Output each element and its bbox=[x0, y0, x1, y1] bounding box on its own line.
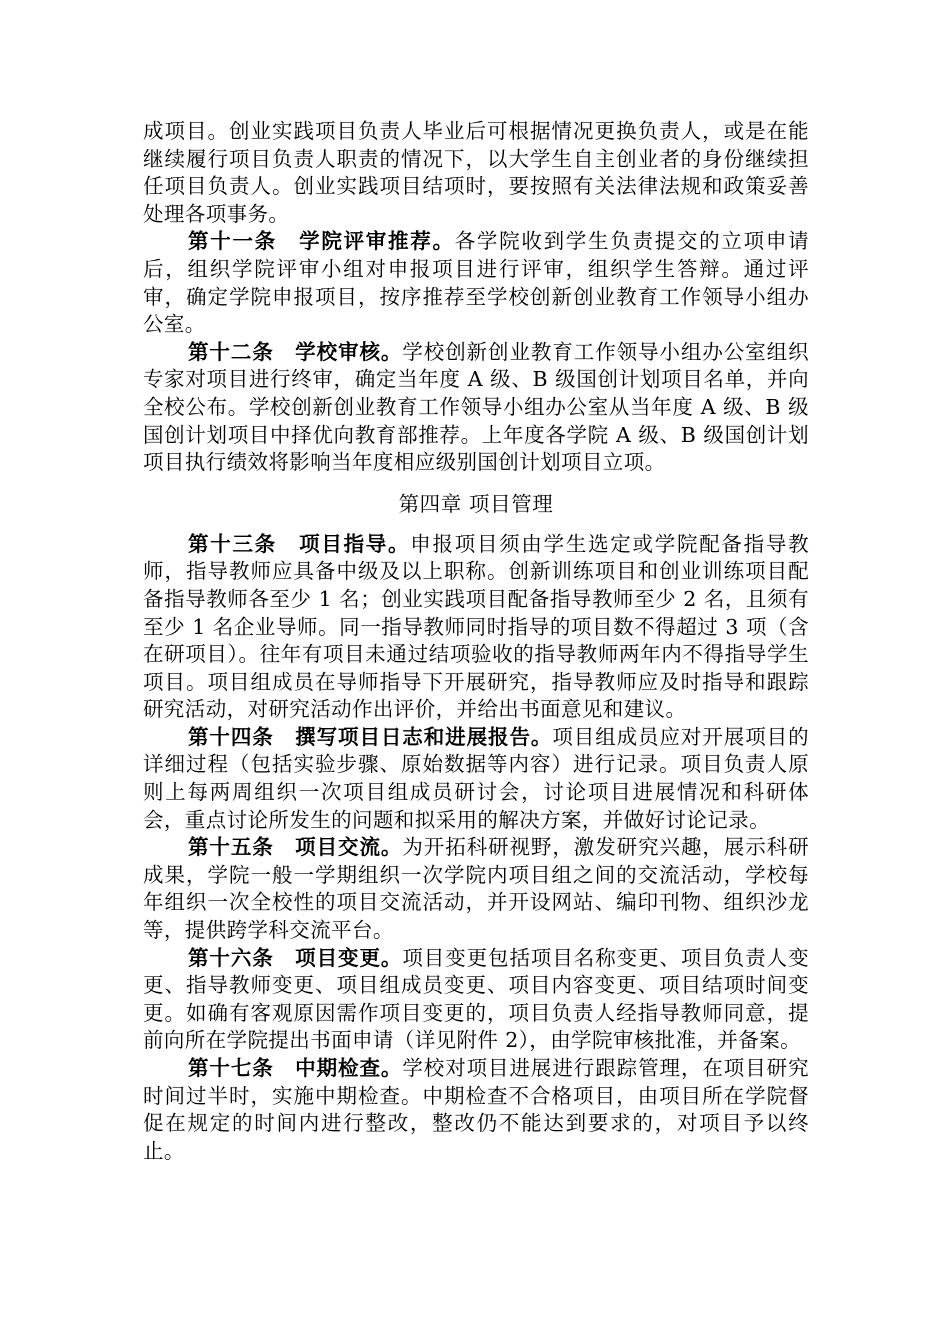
article-text: 为开拓科研视野，激发研究兴趣，展示科研成果，学院一般一学期组织一次学院内项目组之间的交流活动，学校每年组织一次全校性的项目交流活动，并开设网站、编印刊物、组织沙龙等，提供跨学科交流平台。 bbox=[143, 835, 809, 943]
article-heading: 第十七条 中期检查。 bbox=[188, 1056, 403, 1080]
article-15 bbox=[143, 834, 809, 944]
article-17 bbox=[143, 1055, 809, 1165]
article-heading: 第十二条 学校审核。 bbox=[188, 339, 403, 364]
article-text: 项目组成员应对开展项目的详细过程（包括实验步骤、原始数据等内容）进行记录。项目负责人原则上每两周组织一次项目组成员研讨会，讨论项目进展情况和科研体会，重点讨论所发生的问题和拟采用的解决方案，并做好讨论记录。 bbox=[143, 724, 809, 832]
article-12 bbox=[143, 339, 809, 477]
article-13 bbox=[143, 531, 809, 724]
article-text: 学校创新创业教育工作领导小组办公室组织专家对项目进行终审，确定当年度 A 级、B 级国创计划项目名单，并向全校公布。学校创新创业教育工作领导小组办公室从当年度 A 级、B 级国创计划项目中择优向教育部推荐。上年度各学院 A 级、B 级国创计划项目执行绩效将影响当年度相应级别国创计划项目立项。 bbox=[143, 339, 809, 475]
article-14 bbox=[143, 724, 809, 834]
article-11 bbox=[143, 228, 809, 338]
article-text: 申报项目须由学生选定或学院配备指导教师，指导教师应具备中级及以上职称。创新训练项目和创业训练项目配备指导教师各至少 1 名；创业实践项目配备指导教师至少 2 名，且须有至少 1 名企业导师。同一指导教师同时指导的项目数不得超过 3 项（含在研项目）。往年有项目未通过结项验收的指导教师两年内不得指导学生项目。项目组成员在导师指导下开展研究，指导教师应及时指导和跟踪研究活动，对研究活动作出评价，并给出书面意见和建议。 bbox=[143, 531, 810, 722]
article-text: 各学院收到学生负责提交的立项申请后，组织学院评审小组对申报项目进行评审，组织学生答辩。通过评审，确定学院申报项目，按序推荐至学校创新创业教育工作领导小组办公室。 bbox=[143, 229, 809, 337]
article-heading: 第十六条 项目变更。 bbox=[188, 945, 403, 970]
paragraph-continuation bbox=[143, 118, 809, 228]
article-text: 项目变更包括项目名称变更、项目负责人变更、指导教师变更、项目组成员变更、项目内容变更、项目结项时间变更。如确有客观原因需作项目变更的，项目负责人经指导教师同意，提前向所在学院提出书面申请（详见附件 2），由学院审核批准，并备案。 bbox=[143, 945, 809, 1053]
paragraph-text: 成项目。创业实践项目负责人毕业后可根据情况更换负责人，或是在能继续履行项目负责人职责的情况下，以大学生自主创业者的身份继续担任项目负责人。创业实践项目结项时，要按照有关法律法规和政策妥善处理各项事务。 bbox=[143, 119, 809, 226]
article-text: 学校对项目进展进行跟踪管理，在项目研究时间过半时，实施中期检查。中期检查不合格项目，由项目所在学院督促在规定的时间内进行整改，整改仍不能达到要求的，对项目予以终止。 bbox=[143, 1056, 809, 1163]
article-heading: 第十五条 项目交流。 bbox=[188, 835, 403, 860]
article-heading: 第十四条 撰写项目日志和进展报告。 bbox=[188, 724, 553, 749]
document-page bbox=[143, 118, 809, 1165]
article-heading: 第十三条 项目指导。 bbox=[188, 531, 411, 556]
article-heading: 第十一条 学院评审推荐。 bbox=[188, 229, 455, 254]
article-16 bbox=[143, 945, 809, 1055]
chapter-title: 第四章 项目管理 bbox=[398, 491, 554, 516]
